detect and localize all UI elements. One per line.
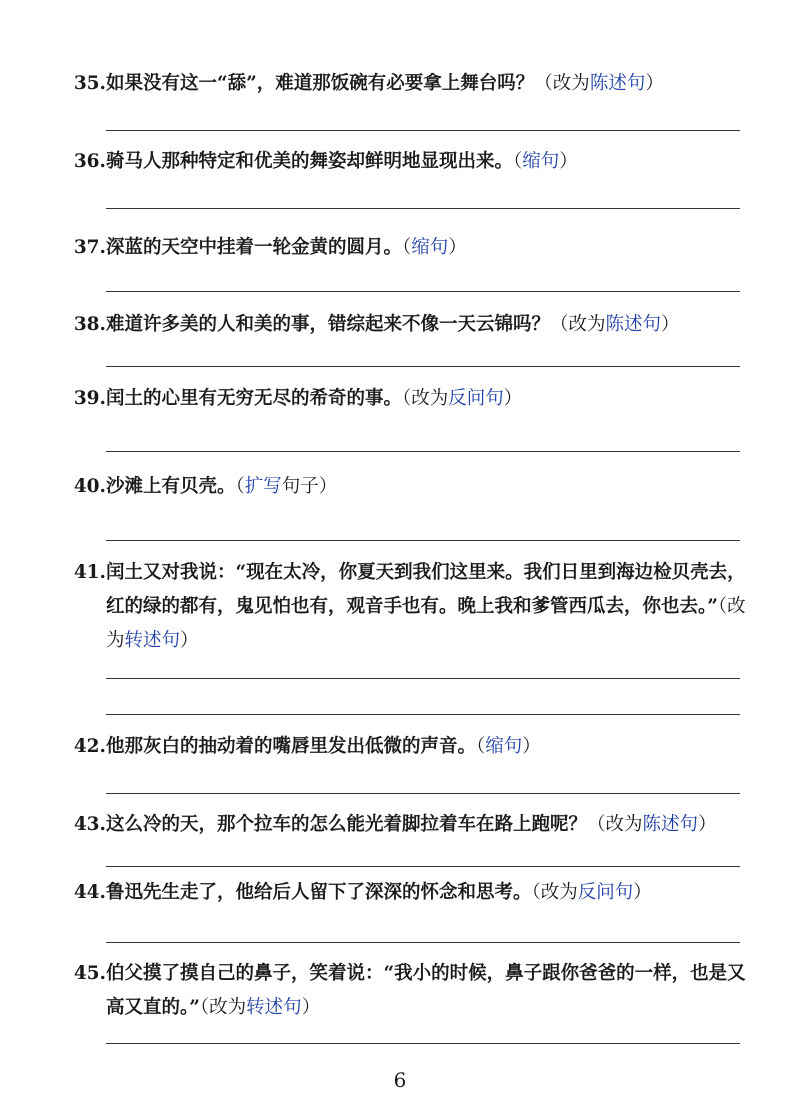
question-text: 如果没有这一“舔”，难道那饭碗有必要拿上舞台吗？（改为陈述句） (106, 73, 664, 94)
question-36 (68, 145, 748, 179)
answer-line[interactable] (106, 540, 740, 541)
task-type: 缩句 (411, 237, 449, 258)
task-type: 陈述句 (642, 814, 699, 835)
answer-line[interactable] (106, 366, 740, 367)
task-type: 反问句 (577, 882, 634, 903)
answer-line[interactable] (106, 451, 740, 452)
question-text: 闰土的心里有无穷无尽的希奇的事。（改为反问句） (106, 388, 523, 409)
question-text: 深蓝的天空中挂着一轮金黄的圆月。（缩句） (106, 237, 467, 258)
question-39 (68, 382, 748, 416)
answer-line[interactable] (106, 1043, 740, 1044)
question-37 (68, 231, 748, 265)
question-number: 40. (73, 476, 106, 497)
question-number: 36. (73, 151, 106, 172)
question-number: 44. (73, 882, 106, 903)
task-type: 转述句 (124, 630, 181, 651)
answer-line[interactable] (106, 942, 740, 943)
question-text: 闰土又对我说：“现在太冷，你夏天到我们这里来。我们日里到海边检贝壳去，红的绿的都有，鬼见怕也有，观音手也有。晚上我和爹管西瓜去，你也去。”（改为转述句） (106, 562, 746, 651)
question-35 (68, 67, 748, 101)
question-number: 41. (73, 562, 106, 583)
page-number: 6 (393, 1068, 407, 1092)
question-43 (68, 808, 748, 842)
question-41 (68, 556, 748, 658)
answer-line[interactable] (106, 130, 740, 131)
question-text: 鲁迅先生走了，他给后人留下了深深的怀念和思考。（改为反问句） (106, 882, 652, 903)
question-text: 骑马人那种特定和优美的舞姿却鲜明地显现出来。（缩句） (106, 151, 578, 172)
question-45 (68, 957, 748, 1025)
question-number: 38. (73, 314, 106, 335)
task-type: 扩写 (244, 476, 282, 497)
task-type: 反问句 (448, 388, 504, 409)
question-40 (68, 470, 748, 504)
answer-line[interactable] (106, 793, 740, 794)
question-number: 45. (73, 963, 106, 984)
question-number: 35. (73, 73, 106, 94)
question-text: 他那灰白的抽动着的嘴唇里发出低微的声音。（缩句） (106, 736, 541, 757)
answer-line[interactable] (106, 714, 740, 715)
question-number: 39. (73, 388, 106, 409)
question-text: 伯父摸了摸自己的鼻子，笑着说：“我小的时候，鼻子跟你爸爸的一样，也是又高又直的。”（改为转述句） (106, 963, 746, 1018)
question-number: 42. (73, 736, 106, 757)
answer-line[interactable] (106, 678, 740, 679)
task-type: 转述句 (246, 997, 302, 1018)
task-type: 缩句 (522, 151, 560, 172)
answer-line[interactable] (106, 291, 740, 292)
question-number: 43. (73, 814, 106, 835)
task-type: 缩句 (485, 736, 523, 757)
task-type: 陈述句 (605, 314, 662, 335)
answer-line[interactable] (106, 866, 740, 867)
question-42 (68, 730, 748, 764)
question-number: 37. (73, 237, 106, 258)
task-type: 陈述句 (589, 73, 646, 94)
question-text: 沙滩上有贝壳。（扩写句子） (106, 476, 338, 497)
question-44 (68, 876, 748, 910)
question-38 (68, 308, 748, 342)
question-text: 这么冷的天，那个拉车的怎么能光着脚拉着车在路上跑呢？（改为陈述句） (106, 814, 717, 835)
question-text: 难道许多美的人和美的事，错综起来不像一天云锦吗？（改为陈述句） (106, 314, 680, 335)
answer-line[interactable] (106, 208, 740, 209)
